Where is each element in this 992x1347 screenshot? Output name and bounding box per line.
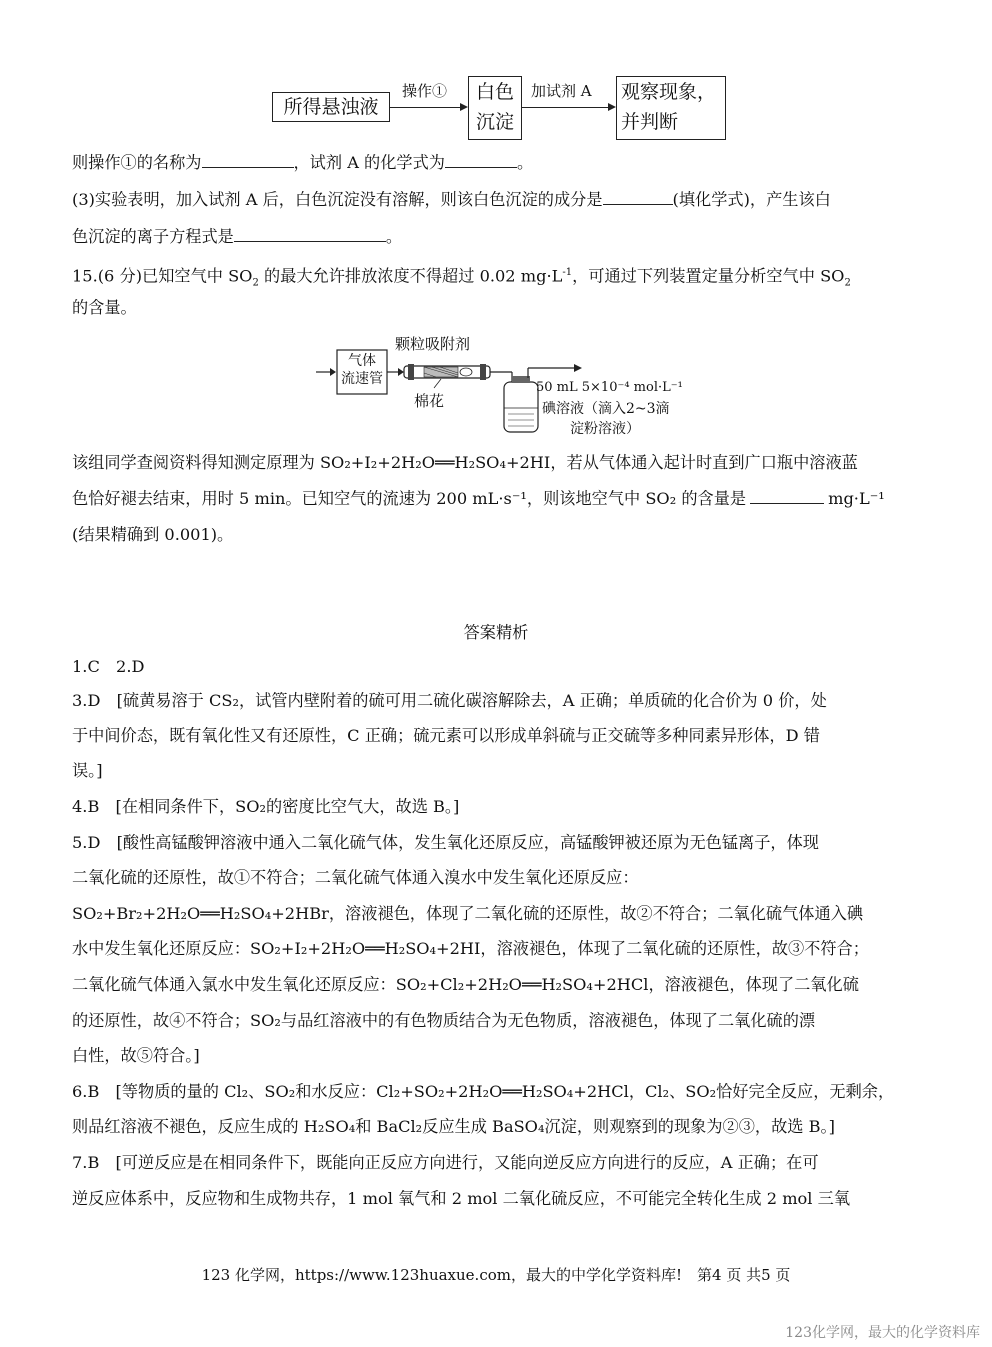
flow-label-op2: 加试剂 A	[531, 82, 592, 100]
q3-text-a: (3)实验表明，加入试剂 A 后，白色沉淀没有溶解，则该白色沉淀的成分是	[72, 190, 603, 209]
q15-text-c: ，可通过下列装置定量分析空气中 SO	[572, 266, 845, 286]
q15-text-b: 的最大允许排放浓度不得超过 0.02 mg·L	[263, 266, 563, 286]
question-15-line2: 的含量。	[72, 298, 137, 317]
answer-5-line5: 二氧化硫气体通入氯水中发生氧化还原反应：SO₂+Cl₂+2H₂O══H₂SO₄+2HCl，溶液褪色，体现了二氧化硫	[72, 975, 859, 994]
flow-box-observe-l2: 并判断	[621, 111, 679, 133]
label-adsorbent: 颗粒吸附剂	[395, 335, 471, 353]
answer-5-line1: 5.D [酸性高锰酸钾溶液中通入二氧化硫气体，发生氧化还原反应，高锰酸钾被还原为无色锰离子，体现	[72, 833, 819, 852]
flow-arrow-1	[389, 107, 466, 108]
answer-blank	[603, 190, 673, 205]
flow-box-precipitate-l2: 沉淀	[475, 111, 514, 133]
answer-5-line7: 白性，故⑤符合。]	[72, 1046, 200, 1065]
answer-5-line6: 的还原性，故④不符合；SO₂与品红溶液中的有色物质结合为无色物质，溶液褪色，体现了二氧化硫的漂	[72, 1011, 816, 1030]
label-cotton: 棉花	[414, 392, 445, 410]
question-15-line1: 15.(6 分)已知空气中 $SO_2$ 的最大允许排放浓度不得超过 0.02 $mg\cdot L^{-1}$，可通过下列装置定量分析空气中 $SO_2$	[72, 266, 851, 289]
answer-3-line1: 3.D [硫黄易溶于 CS₂，试管内壁附着的硫可用二硫化碳溶解除去，A 正确；单质硫的化合价为 0 价，处	[72, 691, 827, 710]
q15-principle-line3: (结果精确到 0.001)。	[72, 525, 234, 544]
q15-principle-line1: 该组同学查阅资料得知测定原理为 SO₂+I₂+2H₂O══H₂SO₄+2HI，若从气体通入起计时直到广口瓶中溶液蓝	[72, 453, 858, 472]
answer-6-line1: 6.B [等物质的量的 Cl₂、SO₂和水反应：Cl₂+SO₂+2H₂O══H₂SO₄+2HCl，Cl₂、SO₂恰好完全反应，无剩余，	[72, 1082, 895, 1101]
q3-text-b: (填化学式)，产生该白	[672, 190, 831, 209]
label-flow-tube: 气体 流速管	[341, 353, 383, 387]
flow-box-observe-l1: 观察现象，	[621, 81, 717, 103]
gas-bottle	[504, 382, 538, 432]
flow-box-observe	[616, 76, 726, 140]
answers-heading: 答案精析	[463, 623, 529, 642]
answer-5-line3: SO₂+Br₂+2H₂O══H₂SO₄+2HBr，溶液褪色，体现了二氧化硫的还原性，故②不符合；二氧化硫气体通入碘	[72, 904, 864, 923]
answer-6-line2: 则品红溶液不褪色，反应生成的 H₂SO₄和 BaCl₂反应生成 BaSO₄沉淀，则观察到的现象为②③，故选 B。]	[72, 1117, 835, 1136]
answer-1-2: 1.C 2.D	[72, 657, 145, 676]
answer-blank	[202, 153, 294, 168]
q15-principle-text: 色恰好褪去结束，用时 5 min。已知空气的流速为 200 mL·s⁻¹，则该地空气中 SO₂ 的含量是	[72, 489, 747, 508]
q15-text-a: 15.(6 分)已知空气中 SO	[72, 266, 253, 286]
watermark: 123化学网，最大的化学资料库	[785, 1325, 980, 1341]
label-solution-1: 50 mL 5×10⁻⁴ mol·L⁻¹	[536, 380, 683, 395]
q15-unit: mg·L⁻¹	[828, 489, 885, 508]
q3-text-d: 。	[385, 227, 403, 246]
flow-box-precipitate	[468, 76, 522, 140]
question-3-line1	[72, 189, 920, 211]
flow-box-precipitate-l1: 白色	[475, 81, 514, 103]
answer-7-line1: 7.B [可逆反应是在相同条件下，既能向正反应方向进行，又能向逆反应方向进行的反应，A 正确；在可	[72, 1153, 819, 1172]
flow-arrow-2	[521, 107, 614, 108]
q-ops-text-a: 则操作①的名称为	[72, 153, 202, 172]
flow-box-suspension: 所得悬浊液	[272, 92, 390, 122]
label-solution-3: 淀粉溶液）	[570, 421, 640, 437]
answer-5-line2: 二氧化硫的还原性，故①不符合；二氧化硫气体通入溴水中发生氧化还原反应：	[72, 868, 639, 887]
q-ops-text-b: ，试剂 A 的化学式为	[293, 153, 445, 172]
answer-3-line2: 于中间价态，既有氧化性又有还原性，C 正确；硫元素可以形成单斜硫与正交硫等多种同素异形体，D 错	[72, 726, 820, 745]
label-solution-2: 碘溶液（滴入2~3滴	[542, 401, 670, 417]
q3-text-c: 色沉淀的离子方程式是	[72, 227, 234, 246]
answer-blank	[445, 153, 517, 168]
question-ops	[72, 152, 920, 174]
answer-7-line2: 逆反应体系中，反应物和生成物共存，1 mol 氧气和 2 mol 二氧化硫反应，不可能完全转化生成 2 mol 三氧	[72, 1189, 851, 1208]
q-ops-text-c: 。	[516, 153, 534, 172]
page-footer: 123 化学网，https://www.123huaxue.com，最大的中学化学资料库! 第4 页 共5 页	[201, 1266, 791, 1284]
answer-4: 4.B [在相同条件下，SO₂的密度比空气大，故选 B。]	[72, 797, 460, 816]
q15-principle-line2	[72, 488, 920, 510]
question-3-line2	[72, 226, 920, 248]
answer-blank	[750, 489, 824, 504]
answer-blank	[234, 227, 386, 242]
flow-label-op1: 操作①	[402, 82, 448, 100]
answer-3-line3: 误。]	[72, 761, 103, 780]
answer-5-line4: 水中发生氧化还原反应：SO₂+I₂+2H₂O══H₂SO₄+2HI，溶液褪色，体现了二氧化硫的还原性，故③不符合；	[72, 939, 869, 958]
